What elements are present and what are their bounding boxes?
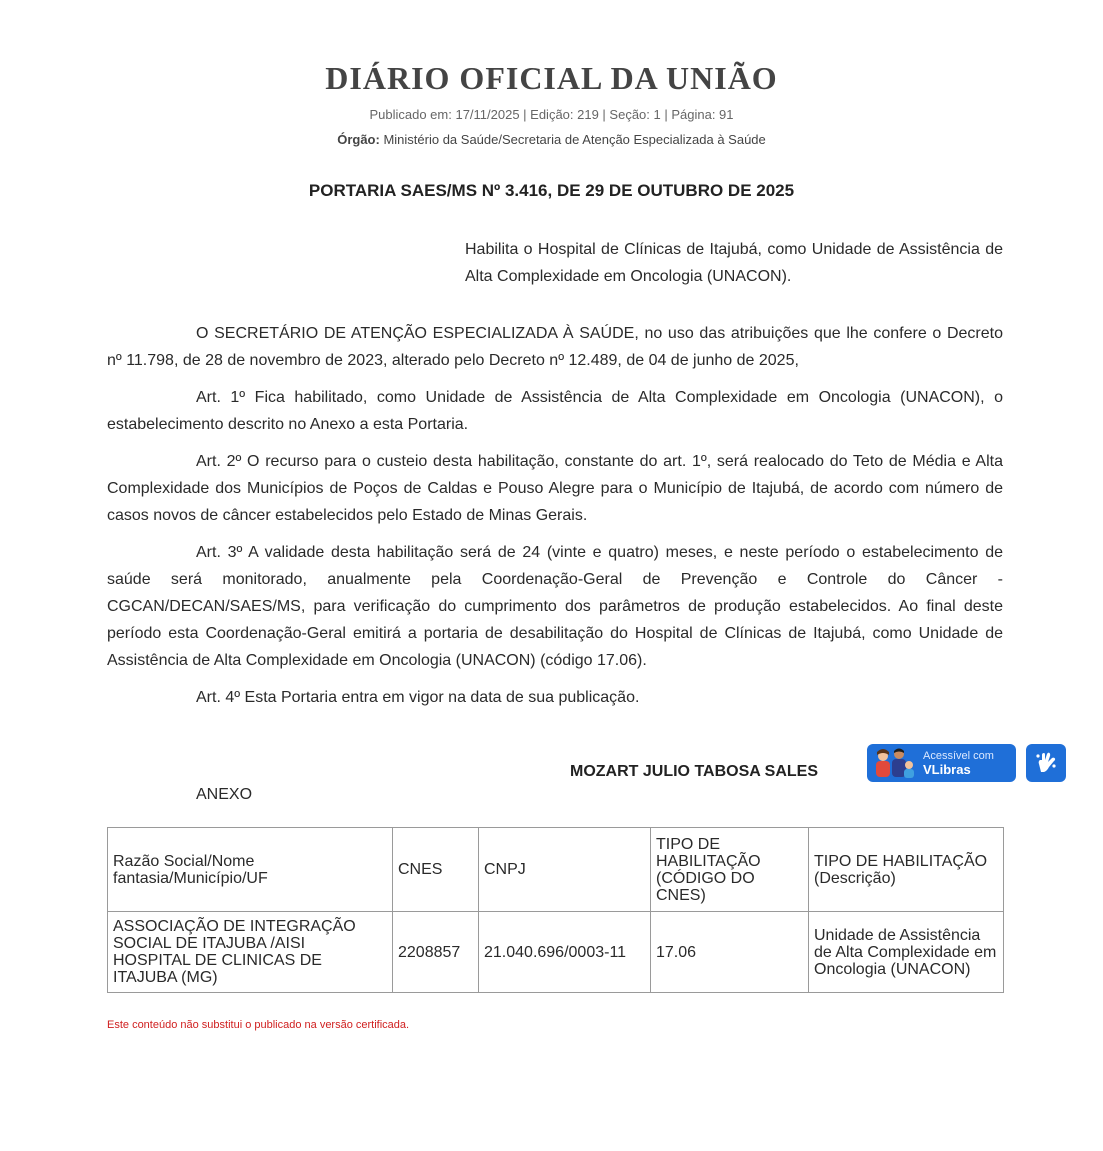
certification-disclaimer: Este conteúdo não substitui o publicado na versão certificada. <box>107 1019 410 1031</box>
orgao-label: Órgão: <box>337 132 380 147</box>
vlibras-button[interactable] <box>867 744 1016 782</box>
article-1: Art. 1º Fica habilitado, como Unidade de Assistência de Alta Complexidade em Oncologia (UNACON), o estabelecimento descrito no Anexo a esta Portaria. <box>107 389 1003 433</box>
portaria-body <box>107 320 1003 721</box>
header-cnpj: CNPJ <box>479 828 651 912</box>
signature-name: MOZART JULIO TABOSA SALES <box>570 763 818 780</box>
vlibras-people-icon <box>867 744 917 782</box>
vlibras-line1: Acessível com <box>923 750 994 762</box>
cell-cnes: 2208857 <box>393 912 479 993</box>
header-tipo-descricao: TIPO DE HABILITAÇÃO (Descrição) <box>809 828 1004 912</box>
vlibras-line2: VLibras <box>923 762 971 777</box>
table-row <box>108 912 1004 993</box>
cell-tipo-codigo: 17.06 <box>651 912 809 993</box>
article-3: Art. 3º A validade desta habilitação será de 24 (vinte e quatro) meses, e neste período o estabelecimento de saúde será monitorado, anualmente pela Coordenação-Geral de Prevenção e Controle do Câncer - CGCAN/DECAN/SAES/MS, para verificação do cumprimento dos parâmetros de produção estabelecidos. Ao final deste período esta Coordenação-Geral emitirá a portaria de desabilitação do Hospital de Clínicas de Itajubá, como Unidade de Assistência de Alta Complexidade em Oncologia (UNACON) (código 17.06). <box>107 544 1003 669</box>
preamble-paragraph: O SECRETÁRIO DE ATENÇÃO ESPECIALIZADA À SAÚDE, no uso das atribuições que lhe confere o Decreto nº 11.798, de 28 de novembro de 2023, alterado pelo Decreto nº 12.489, de 04 de junho de 2025, <box>107 325 1003 369</box>
ementa: Habilita o Hospital de Clínicas de Itajubá, como Unidade de Assistência de Alta Complexidade em Oncologia (UNACON). <box>465 241 1003 285</box>
anexo-label: ANEXO <box>196 786 253 803</box>
newspaper-title: DIÁRIO OFICIAL DA UNIÃO <box>325 60 778 96</box>
table-header-row <box>108 828 1004 912</box>
article-4: Art. 4º Esta Portaria entra em vigor na data de sua publicação. <box>196 689 640 706</box>
header-tipo-codigo: TIPO DE HABILITAÇÃO (CÓDIGO DO CNES) <box>651 828 809 912</box>
masthead <box>0 60 1103 147</box>
sign-language-hands-button[interactable] <box>1026 744 1066 782</box>
publication-info: Publicado em: 17/11/2025 | Edição: 219 | Seção: 1 | Página: 91 <box>369 107 734 122</box>
portaria-title: PORTARIA SAES/MS Nº 3.416, DE 29 DE OUTUBRO DE 2025 <box>308 181 795 200</box>
hands-icon <box>1033 750 1059 776</box>
orgao-line <box>0 132 1103 147</box>
header-razao-social: Razão Social/Nome fantasia/Município/UF <box>108 828 393 912</box>
article-2: Art. 2º O recurso para o custeio desta habilitação, constante do art. 1º, será realocado do Teto de Média e Alta Complexidade dos Municípios de Poços de Caldas e Pouso Alegre para o Município de Itajubá, de acordo com número de casos novos de câncer estabelecidos pelo Estado de Minas Gerais. <box>107 453 1003 524</box>
cell-razao-social: ASSOCIAÇÃO DE INTEGRAÇÃO SOCIAL DE ITAJUBA /AISI HOSPITAL DE CLINICAS DE ITAJUBA (MG) <box>108 912 393 993</box>
cell-tipo-descricao: Unidade de Assistência de Alta Complexidade em Oncologia (UNACON) <box>809 912 1004 993</box>
cell-cnpj: 21.040.696/0003-11 <box>479 912 651 993</box>
anexo-table <box>107 827 1004 993</box>
orgao-value: Ministério da Saúde/Secretaria de Atenção Especializada à Saúde <box>383 132 766 147</box>
header-cnes: CNES <box>393 828 479 912</box>
vlibras-text <box>923 750 994 776</box>
